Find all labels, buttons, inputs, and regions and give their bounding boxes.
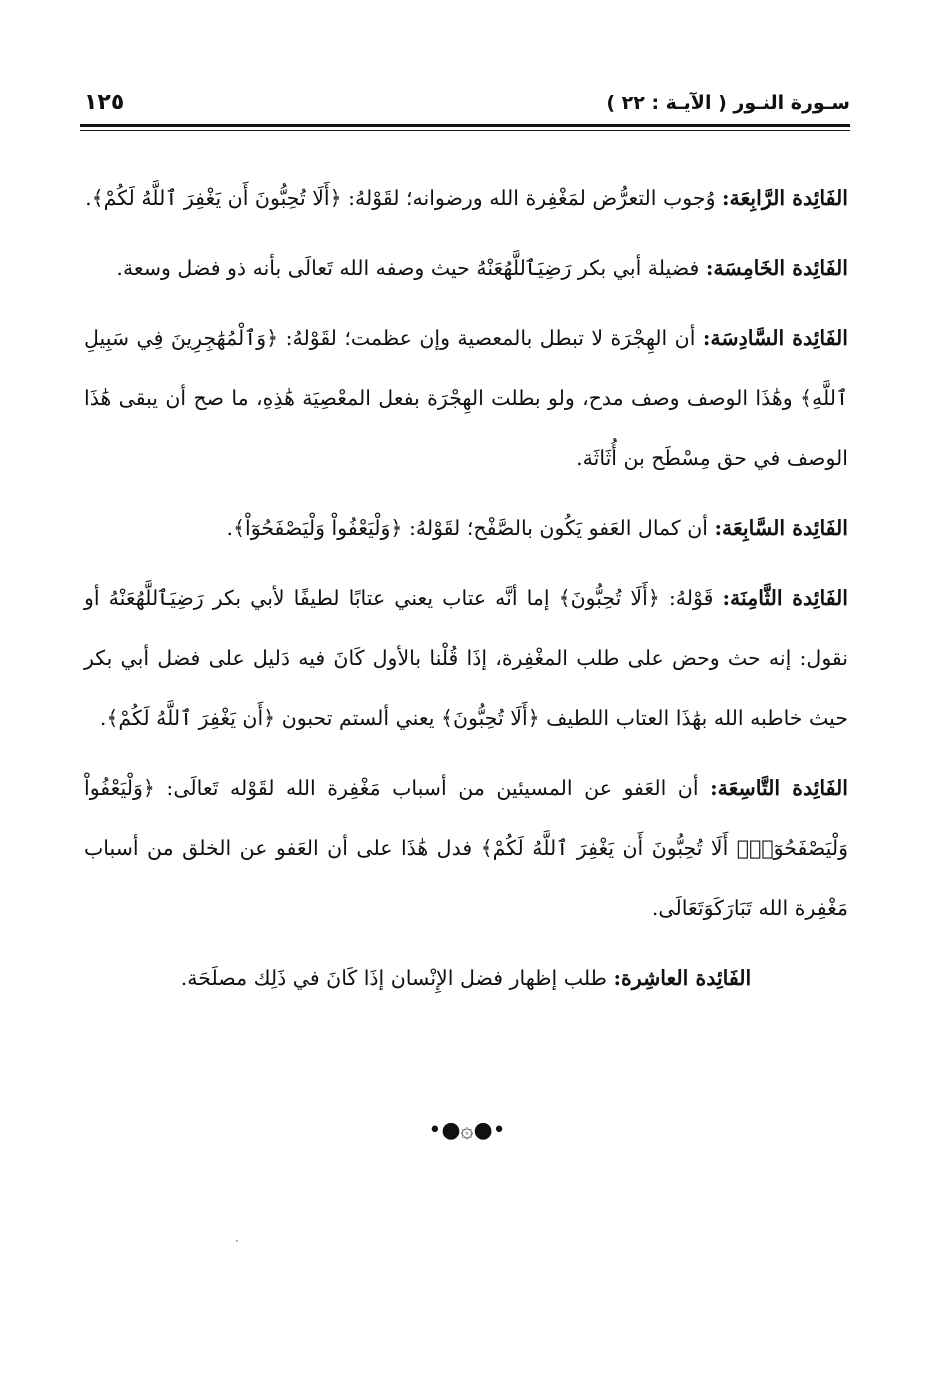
page-number: ١٢٥ xyxy=(84,90,125,115)
benefit-4 xyxy=(84,168,848,228)
benefit-text: أن الهِجْرَة لا تبطل بالمعصية وإن عظمت؛ لقَوْلهُ: ﴿وَٱلْمُهَٰجِرِينَ فِي سَبِيلِ ٱللَّهِ﴾ وهَٰذَا الوصف وصف مدح، ولو بطلت الهِجْرَة بفعل المعْصِيَة هَٰذِهِ، ما صح أن يبقى هَٰذَا الوصف في حق مِسْطَح بن أُثَاثَة. xyxy=(84,326,848,470)
benefit-text: أن كمال العَفو يَكُون بالصَّفْح؛ لقَوْلهُ: ﴿وَلْيَعْفُواْ وَلْيَصْفَحُوٓاْ﴾. xyxy=(226,516,715,540)
benefit-label: الفَائِدة الرَّابِعَة: xyxy=(721,186,848,210)
benefit-label: الفَائِدة السَّادِسَة: xyxy=(702,326,848,350)
header-rule-thin xyxy=(80,130,850,131)
benefit-7 xyxy=(84,498,848,558)
benefit-label: الفَائِدة الثَّامِنَة: xyxy=(722,586,849,610)
benefit-text: فضيلة أبي بكر رَضِيَٱللَّهُعَنْهُ حيث وصفه الله تَعالَى بأنه ذو فضل وسعة. xyxy=(116,256,706,280)
page-body xyxy=(84,168,848,1018)
end-ornament: •●۞●• xyxy=(428,1118,506,1143)
surah-heading: سـورة النـور ( الآيـة : ٢٢ ) xyxy=(606,92,850,114)
benefit-text: وُجوب التعرُّض لمَغْفِرة الله ورضوانه؛ لقَوْلهُ: ﴿أَلَا تُحِبُّونَ أَن يَغْفِرَ ٱللَّهُ لَكُمْ﴾. xyxy=(85,186,722,210)
benefit-5 xyxy=(84,238,848,298)
header-rule xyxy=(80,124,850,127)
benefit-label: الفَائِدة السَّابِعَة: xyxy=(714,516,848,540)
benefit-10 xyxy=(84,948,848,1008)
benefit-label: الفَائِدة العاشِرة: xyxy=(613,966,752,990)
benefit-9 xyxy=(84,758,848,938)
benefit-label: الفَائِدة التَّاسِعَة: xyxy=(710,776,848,800)
running-header xyxy=(80,88,850,128)
scan-speck xyxy=(236,1240,238,1242)
benefit-text: أن العَفو عن المسيئين من أسباب مَغْفِرة الله لقَوْله تَعالَى: ﴿وَلْيَعْفُواْ وَلْيَصْفَحُوٓاْۗ أَلَا تُحِبُّونَ أَن يَغْفِرَ ٱللَّهُ لَكُمْ﴾ فدل هَٰذَا على أن العَفو عن الخلق من أسباب مَغْفِرة الله تَبَارَكَوَتَعَالَى. xyxy=(84,776,848,920)
benefit-text: طلب إظهار فضل الإِنْسان إذَا كَانَ في ذَلِك مصلَحَة. xyxy=(180,966,614,990)
benefit-8 xyxy=(84,568,848,748)
benefit-label: الفَائِدة الخَامِسَة: xyxy=(705,256,848,280)
benefit-6 xyxy=(84,308,848,488)
benefit-text: قَوْلهُ: ﴿أَلَا تُحِبُّونَ﴾ إما أنَّه عتاب يعني عتابًا لطيفًا لأبي بكر رَضِيَٱللَّهُعَنْهُ أو نقول: إنه حث وحض على طلب المغْفِرة، إذَا قُلْنا بالأول كَانَ فيه دَليل على فضل أبي بكر حيث خاطبه الله بهَٰذَا العتاب اللطيف ﴿أَلَا تُحِبُّونَ﴾ يعني ألستم تحبون ﴿أَن يَغْفِرَ ٱللَّهُ لَكُمْ﴾. xyxy=(84,586,848,730)
